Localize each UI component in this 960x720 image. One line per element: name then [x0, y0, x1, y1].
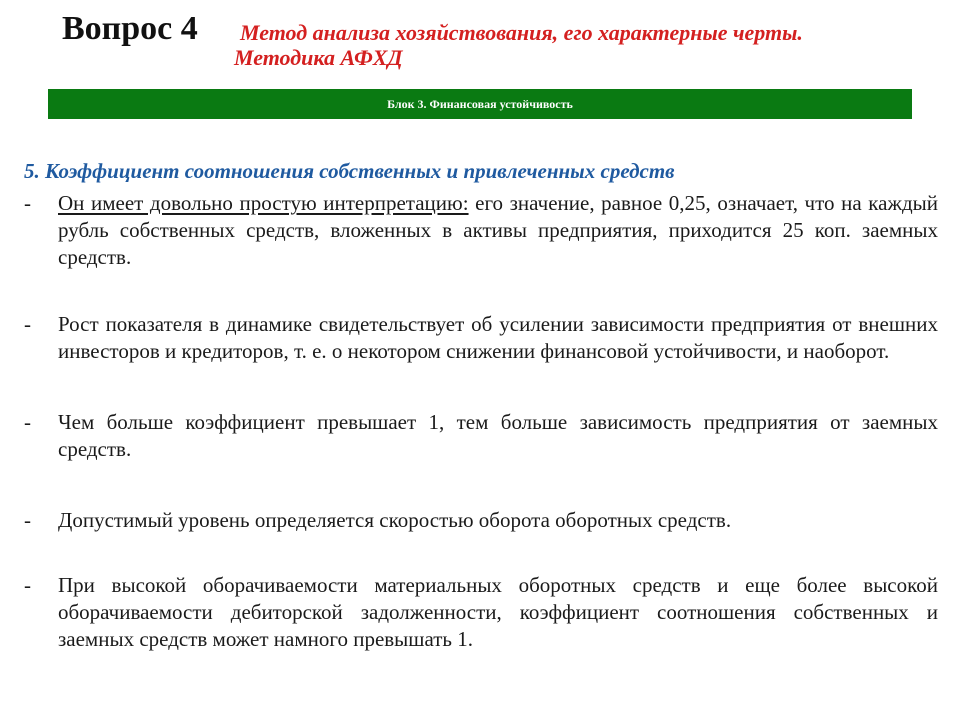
question-number: Вопрос 4 — [62, 10, 198, 47]
list-item-text: Чем больше коэффициент превышает 1, тем больше зависимость предприятия от заемных средств. — [58, 410, 938, 461]
list-item-text: Рост показателя в динамике свидетельствует об усилении зависимости предприятия от внешних инвесторов и кредиторов, т. е. о некотором снижении финансовой устойчивости, и наоборот. — [58, 312, 938, 363]
question-title-line-2: Методика АФХД — [234, 45, 403, 70]
block-banner — [48, 89, 912, 119]
list-item-text: Допустимый уровень определяется скоростью оборота оборотных средств. — [58, 508, 732, 532]
bullet-marker: - — [24, 410, 31, 434]
list-item-text: При высокой оборачиваемости материальных оборотных средств и еще более высокой оборачиваемости дебиторской задолженности, коэффициент соотношения собственных и заемных средств может намного превышать 1. — [58, 573, 938, 651]
list-item-text: его значение, равное 0,25, означает, что на каждый рубль собственных средств, вложенных в активы предприятия, приходится 25 коп. заемных средств. — [58, 191, 938, 269]
bullet-marker: - — [24, 191, 31, 215]
bullet-marker: - — [24, 508, 31, 532]
block-banner-label: Блок 3. Финансовая устойчивость — [387, 96, 573, 111]
underlined-phrase: Он имеет довольно простую интерпретацию: — [58, 191, 469, 215]
bullet-marker: - — [24, 312, 31, 336]
bullet-marker: - — [24, 573, 31, 597]
section-heading: 5. Коэффициент соотношения собственных и привлеченных средств — [24, 159, 675, 183]
bullet-list — [24, 190, 938, 653]
question-title-line-1: Метод анализа хозяйствования, его характерные черты. — [240, 20, 803, 45]
list-item — [24, 409, 938, 463]
question-title — [234, 20, 940, 70]
list-item — [24, 507, 938, 534]
list-item — [24, 311, 938, 365]
list-item — [24, 190, 938, 271]
list-item — [24, 572, 938, 653]
